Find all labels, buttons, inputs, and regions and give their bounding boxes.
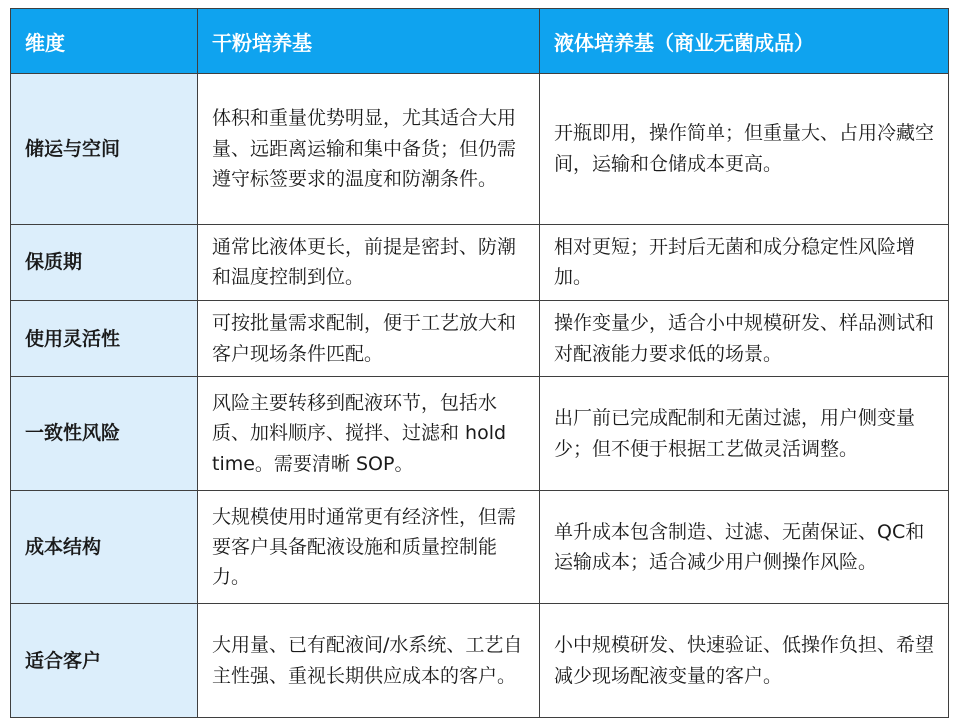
row-liquid-cell: 操作变量少，适合小中规模研发、样品测试和对配液能力要求低的场景。	[540, 301, 949, 377]
row-liquid-cell: 相对更短；开封后无菌和成分稳定性风险增加。	[540, 224, 949, 300]
row-dry-cell: 风险主要转移到配液环节，包括水质、加料顺序、搅拌、过滤和 hold time。需要清晰 SOP。	[198, 377, 540, 491]
row-dry-cell: 通常比液体更长，前提是密封、防潮和温度控制到位。	[198, 224, 540, 300]
table-row	[11, 224, 949, 300]
row-dry-cell: 大用量、已有配液间/水系统、工艺自主性强、重视长期供应成本的客户。	[198, 604, 540, 718]
header-dry-powder-medium: 干粉培养基	[198, 9, 540, 74]
header-dimension: 维度	[11, 9, 198, 74]
row-liquid-cell: 小中规模研发、快速验证、低操作负担、希望减少现场配液变量的客户。	[540, 604, 949, 718]
row-liquid-cell: 单升成本包含制造、过滤、无菌保证、QC和运输成本；适合减少用户侧操作风险。	[540, 490, 949, 604]
header-liquid-medium: 液体培养基（商业无菌成品）	[540, 9, 949, 74]
row-dry-cell: 可按批量需求配制，便于工艺放大和客户现场条件匹配。	[198, 301, 540, 377]
header-row	[11, 9, 949, 74]
table-row	[11, 377, 949, 491]
row-dimension-cell: 成本结构	[11, 490, 198, 604]
row-dimension-cell: 适合客户	[11, 604, 198, 718]
table-row	[11, 74, 949, 225]
row-dry-cell: 大规模使用时通常更有经济性，但需要客户具备配液设施和质量控制能力。	[198, 490, 540, 604]
row-dimension-cell: 一致性风险	[11, 377, 198, 491]
row-liquid-cell: 出厂前已完成配制和无菌过滤，用户侧变量少；但不便于根据工艺做灵活调整。	[540, 377, 949, 491]
row-liquid-cell: 开瓶即用，操作简单；但重量大、占用冷藏空间，运输和仓储成本更高。	[540, 74, 949, 225]
table-row	[11, 490, 949, 604]
table-row	[11, 604, 949, 718]
table-row	[11, 301, 949, 377]
row-dimension-cell: 储运与空间	[11, 74, 198, 225]
comparison-table	[10, 8, 949, 718]
row-dimension-cell: 使用灵活性	[11, 301, 198, 377]
row-dry-cell: 体积和重量优势明显，尤其适合大用量、远距离运输和集中备货；但仍需遵守标签要求的温度和防潮条件。	[198, 74, 540, 225]
row-dimension-cell: 保质期	[11, 224, 198, 300]
